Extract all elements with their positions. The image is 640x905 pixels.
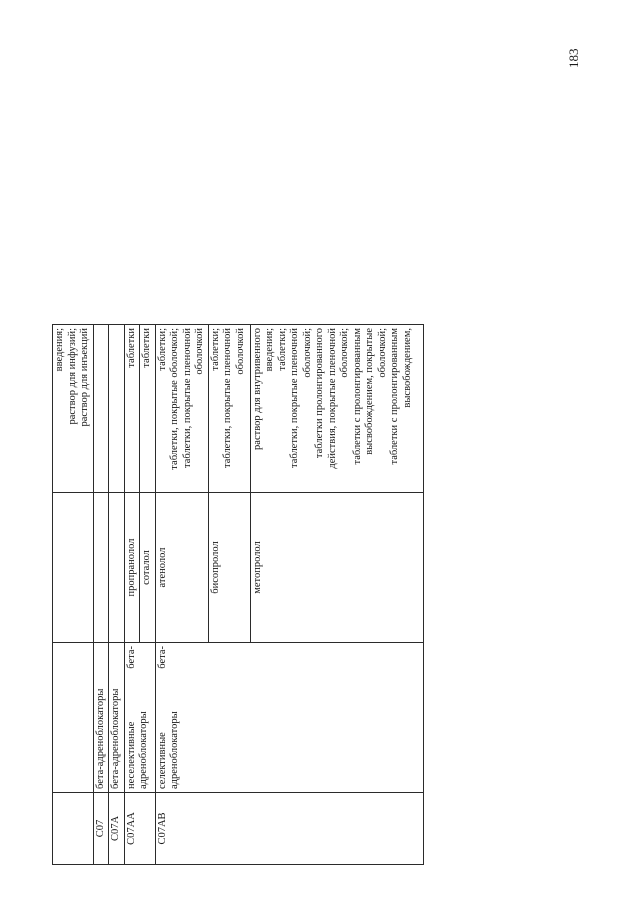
table-row: [124, 325, 140, 865]
group-name: бета-адреноблокаторы: [109, 643, 125, 793]
dosage-form: таблетки;: [156, 328, 168, 371]
dosage-forms: [93, 325, 109, 493]
dosage-forms: [250, 325, 423, 493]
dosage-form: таблетки;: [209, 328, 221, 371]
table-row: [93, 325, 109, 865]
drug-name: метопролол: [250, 493, 423, 643]
dosage-form: таблетки с пролонгированным высвобождением,: [389, 328, 413, 465]
drug-name: [109, 493, 125, 643]
dosage-form: таблетки пролонгированного действия, покрытые пленочной оболочкой;: [314, 328, 350, 469]
table-row: [109, 325, 125, 865]
drug-name: пропранолол: [124, 493, 140, 643]
atc-code: C07: [93, 793, 109, 865]
atc-code: C07AA: [124, 793, 155, 865]
group-name: [53, 643, 94, 793]
dosage-form: таблетки, покрытые пленочной оболочкой;: [289, 328, 313, 469]
dosage-form: таблетки, покрытые пленочной оболочкой: [222, 328, 246, 469]
drug-name: соталол: [140, 493, 156, 643]
atc-code: C07AB: [155, 793, 423, 865]
drug-name: атенолол: [155, 493, 208, 643]
dosage-form: таблетки: [124, 325, 140, 493]
dosage-forms: [208, 325, 250, 493]
dosage-forms: [53, 325, 94, 493]
drug-table: [52, 324, 424, 865]
drug-name: [53, 493, 94, 643]
atc-code: C07A: [109, 793, 125, 865]
group-name: селективные бета-адреноблокаторы: [155, 643, 423, 793]
rotated-table-wrapper: [52, 325, 612, 865]
drug-name: бисопролол: [208, 493, 250, 643]
drug-name: [93, 493, 109, 643]
group-name: бета-адреноблокаторы: [93, 643, 109, 793]
dosage-form: раствор для инфузий;: [66, 328, 78, 425]
dosage-forms: [155, 325, 208, 493]
dosage-form: таблетки;: [276, 328, 288, 371]
page-number: 183: [566, 48, 581, 68]
dosage-form: раствор для инъекций: [79, 328, 90, 427]
table-row: [155, 325, 208, 865]
dosage-form: таблетки: [140, 325, 156, 493]
dosage-form: таблетки, покрытые пленочной оболочкой: [181, 328, 205, 469]
atc-code: [53, 793, 94, 865]
dosage-form: таблетки, покрытые оболочкой;: [169, 328, 180, 470]
dosage-form: таблетки с пролонгированным высвобождением, покрытые оболочкой;: [351, 328, 388, 465]
dosage-form: введения;: [54, 328, 65, 372]
dosage-forms: [109, 325, 125, 493]
table-row: [53, 325, 94, 865]
group-name: неселективные бета-адреноблокаторы: [124, 643, 155, 793]
dosage-form: раствор для внутривенного введения;: [251, 328, 275, 450]
